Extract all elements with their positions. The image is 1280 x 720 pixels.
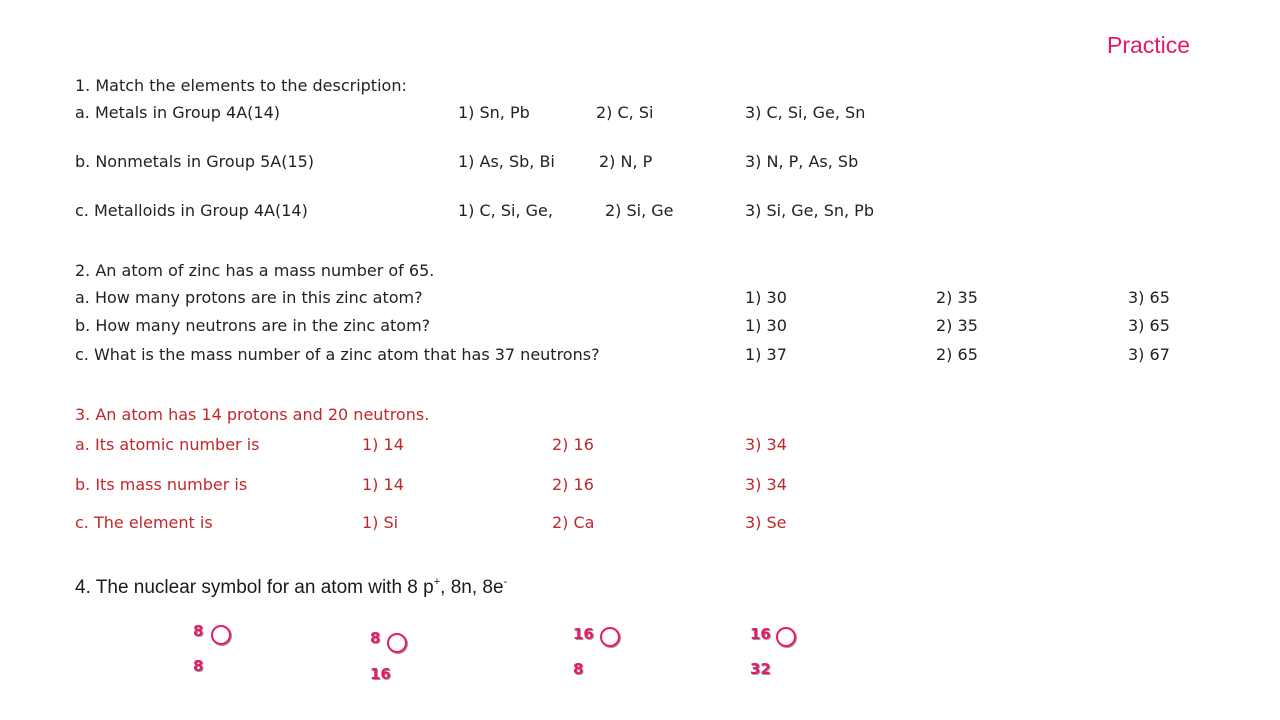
q1-c-option-3: 3) Si, Ge, Sn, Pb xyxy=(745,201,874,220)
q1-c-label: c. Metalloids in Group 4A(14) xyxy=(75,201,308,220)
q3-c-option-2: 2) Ca xyxy=(552,513,595,532)
symbol-1-atomic: 8 xyxy=(193,657,204,675)
q3-b-option-1: 1) 14 xyxy=(362,475,404,494)
q2-b-option-1: 1) 30 xyxy=(745,316,787,335)
q1-b-option-2: 2) N, P xyxy=(599,152,653,171)
q2-c-option-3: 3) 67 xyxy=(1128,345,1170,364)
q1-heading: 1. Match the elements to the description: xyxy=(75,76,407,95)
symbol-4-mass: 16 xyxy=(750,625,771,643)
q1-c-option-2: 2) Si, Ge xyxy=(605,201,674,220)
symbol-3-atomic: 8 xyxy=(573,660,584,678)
q3-b-option-3: 3) 34 xyxy=(745,475,787,494)
symbol-3-circle-icon xyxy=(600,627,620,647)
q2-a-option-2: 2) 35 xyxy=(936,288,978,307)
q1-b-option-1: 1) As, Sb, Bi xyxy=(458,152,555,171)
q3-a-label: a. Its atomic number is xyxy=(75,435,260,454)
symbol-4-atomic: 32 xyxy=(750,660,771,678)
q1-c-option-1: 1) C, Si, Ge, xyxy=(458,201,553,220)
q3-c-label: c. The element is xyxy=(75,513,213,532)
q2-a-option-1: 1) 30 xyxy=(745,288,787,307)
q4-sup-plus: + xyxy=(433,575,441,588)
q1-a-option-1: 1) Sn, Pb xyxy=(458,103,530,122)
q2-b-option-3: 3) 65 xyxy=(1128,316,1170,335)
q4-mid: , 8n, 8e xyxy=(440,577,504,598)
q3-c-option-1: 1) Si xyxy=(362,513,399,532)
q2-b-label: b. How many neutrons are in the zinc atom? xyxy=(75,316,431,335)
symbol-2-atomic: 16 xyxy=(370,665,391,683)
symbol-4-circle-icon xyxy=(776,627,796,647)
q2-a-option-3: 3) 65 xyxy=(1128,288,1170,307)
symbol-2-mass: 8 xyxy=(370,629,381,647)
q2-c-option-1: 1) 37 xyxy=(745,345,787,364)
q3-b-option-2: 2) 16 xyxy=(552,475,594,494)
q3-a-option-2: 2) 16 xyxy=(552,435,594,454)
symbol-1-circle-icon xyxy=(211,625,231,645)
q2-a-label: a. How many protons are in this zinc atom? xyxy=(75,288,423,307)
q3-b-label: b. Its mass number is xyxy=(75,475,248,494)
q4-text: 4. The nuclear symbol for an atom with 8 p xyxy=(75,577,434,598)
symbol-3-mass: 16 xyxy=(573,625,594,643)
q2-c-option-2: 2) 65 xyxy=(936,345,978,364)
q3-a-option-1: 1) 14 xyxy=(362,435,404,454)
q2-b-option-2: 2) 35 xyxy=(936,316,978,335)
q2-c-label: c. What is the mass number of a zinc atom that has 37 neutrons? xyxy=(75,345,600,364)
q2-heading: 2. An atom of zinc has a mass number of 65. xyxy=(75,261,435,280)
q1-a-option-2: 2) C, Si xyxy=(596,103,654,122)
q1-b-label: b. Nonmetals in Group 5A(15) xyxy=(75,152,315,171)
q1-b-option-3: 3) N, P, As, Sb xyxy=(745,152,859,171)
q3-a-option-3: 3) 34 xyxy=(745,435,787,454)
q3-c-option-3: 3) Se xyxy=(745,513,787,532)
q1-a-option-3: 3) C, Si, Ge, Sn xyxy=(745,103,866,122)
symbol-2-circle-icon xyxy=(387,633,407,653)
q4-heading xyxy=(75,577,507,599)
symbol-1-mass: 8 xyxy=(193,622,204,640)
q4-sup-minus: - xyxy=(503,575,508,588)
q3-heading: 3. An atom has 14 protons and 20 neutrons. xyxy=(75,405,430,424)
q1-a-label: a. Metals in Group 4A(14) xyxy=(75,103,281,122)
page-title: Practice xyxy=(1107,32,1191,58)
